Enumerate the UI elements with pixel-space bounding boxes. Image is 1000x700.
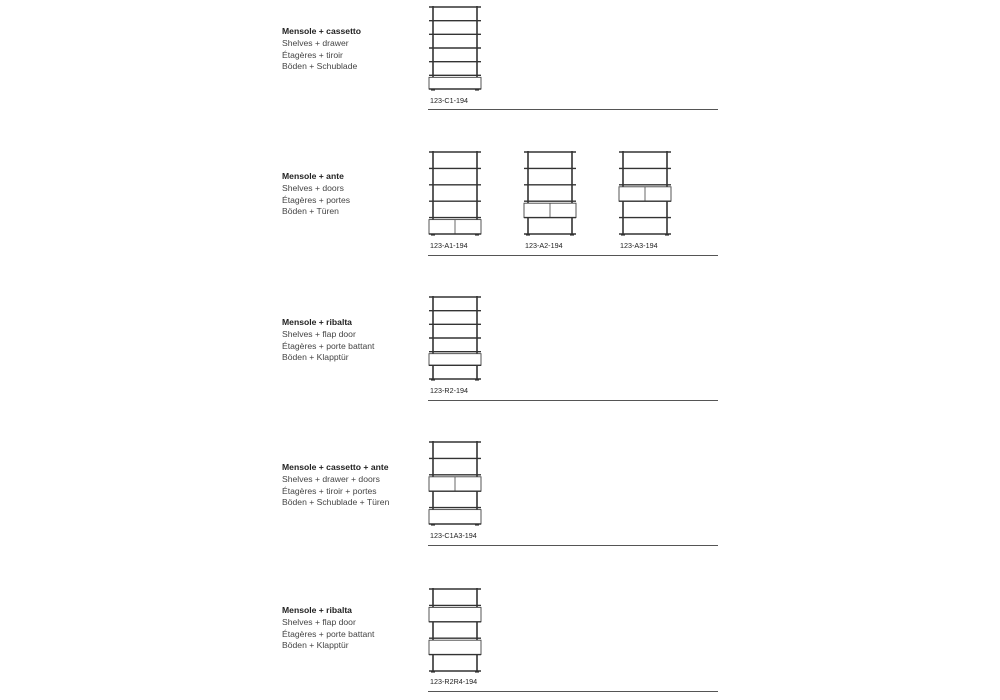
product-code: 123-A1-194 xyxy=(430,241,468,250)
bookcase-drawing xyxy=(428,296,482,380)
label-fr: Étagères + porte battant xyxy=(282,340,375,351)
product-code: 123-C1-194 xyxy=(430,96,468,105)
drawer-front xyxy=(429,510,481,524)
section-labels xyxy=(282,462,389,509)
label-de: Böden + Türen xyxy=(282,206,339,217)
bookcase-drawing xyxy=(428,6,482,90)
bookcase-drawing xyxy=(428,588,482,672)
flap-front xyxy=(429,640,481,654)
product-code: 123-C1A3-194 xyxy=(430,531,477,540)
label-fr: Étagères + portes xyxy=(282,194,351,205)
label-en: Shelves + flap door xyxy=(282,328,356,339)
bookcase-drawing xyxy=(428,151,482,235)
label-fr: Étagères + tiroir xyxy=(282,49,343,60)
product-code: 123-R2-194 xyxy=(430,386,468,395)
drawer-front xyxy=(429,77,481,89)
label-de: Böden + Klapptür xyxy=(282,640,349,651)
flap-front xyxy=(429,607,481,621)
section-labels xyxy=(282,605,374,652)
flap-front xyxy=(429,354,481,366)
divider-line xyxy=(428,691,718,692)
label-it: Mensole + cassetto xyxy=(282,26,362,36)
bookcase-drawing xyxy=(523,151,577,235)
bookcase-drawing xyxy=(618,151,672,235)
label-it: Mensole + cassetto + ante xyxy=(282,462,389,472)
label-de: Böden + Klapptür xyxy=(282,352,349,363)
label-it: Mensole + ribalta xyxy=(282,317,352,327)
section-labels xyxy=(282,317,374,364)
product-code: 123-R2R4-194 xyxy=(430,677,478,686)
product-code: 123-A2-194 xyxy=(525,241,563,250)
section-labels xyxy=(282,26,361,73)
label-it: Mensole + ante xyxy=(282,171,344,181)
divider-line xyxy=(428,400,718,401)
label-de: Böden + Schublade xyxy=(282,61,358,72)
label-en: Shelves + doors xyxy=(282,182,344,193)
label-fr: Étagères + tiroir + portes xyxy=(282,485,377,496)
divider-line xyxy=(428,109,718,110)
bookcase-drawing xyxy=(428,441,482,525)
label-it: Mensole + ribalta xyxy=(282,605,352,615)
label-en: Shelves + drawer xyxy=(282,37,349,48)
label-de: Böden + Schublade + Türen xyxy=(282,497,390,508)
label-fr: Étagères + porte battant xyxy=(282,628,375,639)
section-labels xyxy=(282,171,350,218)
label-en: Shelves + flap door xyxy=(282,616,356,627)
label-en: Shelves + drawer + doors xyxy=(282,473,380,484)
product-code: 123-A3-194 xyxy=(620,241,658,250)
divider-line xyxy=(428,545,718,546)
divider-line xyxy=(428,255,718,256)
